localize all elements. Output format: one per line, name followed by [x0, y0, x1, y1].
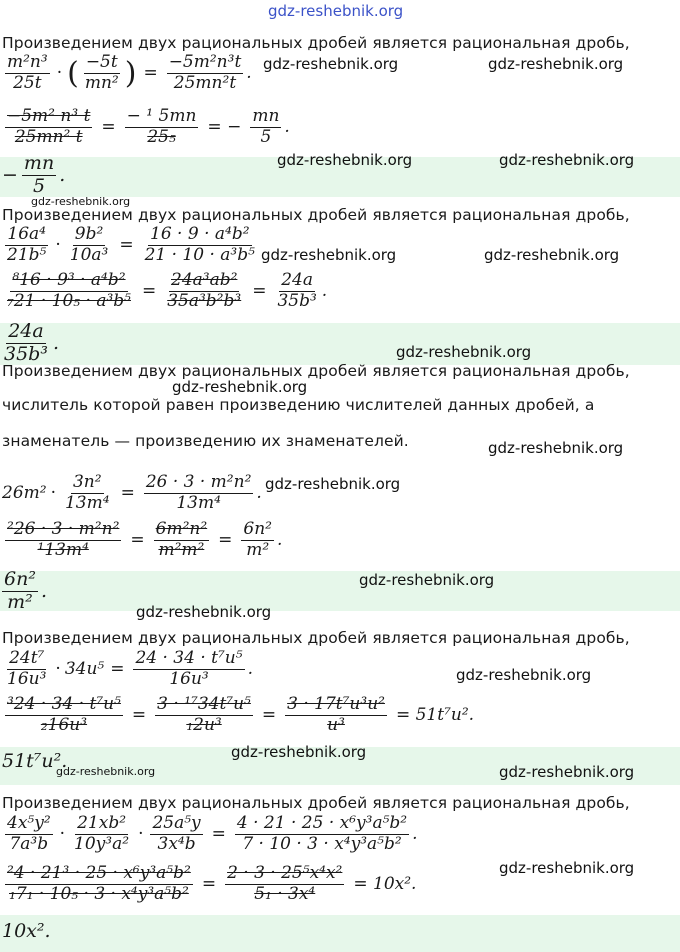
equation-line: $\frac{\text{−5m² n³ t}}{\text{25mn² t}}$ = $\frac{\text{− ¹ 5mn}}{\text{25₅}}$ = − $\frac{mn}{5}$ .: [7, 106, 290, 147]
site-watermark[interactable]: gdz-reshebnik.org: [488, 439, 624, 457]
rule-text: числитель которой равен произведению числителей данных дробей, а: [2, 396, 595, 414]
site-watermark[interactable]: gdz-reshebnik.org: [277, 151, 413, 169]
answer: − $\frac{mn}{5}$ .: [2, 152, 66, 197]
rule-text: Произведением двух рациональных дробей является рациональная дробь,: [2, 34, 630, 52]
rule-text: Произведением двух рациональных дробей является рациональная дробь,: [2, 794, 630, 812]
site-watermark[interactable]: gdz-reshebnik.org: [31, 195, 131, 208]
site-watermark[interactable]: gdz-reshebnik.org: [263, 55, 399, 73]
site-watermark[interactable]: gdz-reshebnik.org: [261, 246, 397, 264]
equation-line: $\frac{\text{²4 · 21³ · 25 · x⁶y³a⁵b²}}{\text{₁7₁ · 10₅ · 3 · x⁴y³a⁵b²}}$ = $\frac{\text{2 · 3 · 25⁵x⁴x²}}{\text{5₁ · 3x⁴}}$ = 10x².: [7, 863, 417, 904]
equation-line: $\frac{\text{24t⁷}}{\text{16u³}}$ · 34u⁵ = $\frac{\text{24 · 34 · t⁷u⁵}}{\text{16u³}}$ .: [7, 648, 253, 689]
site-watermark[interactable]: gdz-reshebnik.org: [359, 571, 495, 589]
site-watermark[interactable]: gdz-reshebnik.org: [172, 378, 308, 396]
equation-line: $\frac{\text{4x⁵y²}}{\text{7a³b}}$ · $\frac{\text{21xb²}}{\text{10y³a²}}$ · $\frac{\text{25a⁵y}}{\text{3x⁴b}}$ = $\frac{\text{4 · 21 · 25 · x⁶y³a⁵b²}}{\text{7 · 10 · 3 · x⁴y³a⁵b²}}$ .: [7, 813, 418, 854]
answer: $\frac{\text{6n²}}{\text{m²}}$ .: [4, 568, 47, 613]
answer: 51t⁷u².: [2, 750, 68, 772]
answer: 10x².: [2, 920, 51, 942]
equation-line: $\frac{\text{16a⁴}}{\text{21b⁵}}$ · $\frac{\text{9b²}}{\text{10a³}}$ = $\frac{\text{16 · 9 · a⁴b²}}{\text{21 · 10 · a³b⁵}}$: [7, 224, 255, 265]
site-watermark[interactable]: gdz-reshebnik.org: [456, 666, 592, 684]
site-watermark[interactable]: gdz-reshebnik.org: [488, 55, 624, 73]
site-watermark[interactable]: gdz-reshebnik.org: [136, 603, 272, 621]
site-watermark[interactable]: gdz-reshebnik.org: [499, 151, 635, 169]
equation-line: $\frac{\text{⁸16 · 9³ · a⁴b²}}{\text{₇21 · 10₅ · a³b⁵}}$ = $\frac{\text{24a³ab²}}{\text{35a³b²b³}}$ = $\frac{24a}{\text{35b³}}$ .: [7, 270, 328, 311]
equation-line: $\frac{\text{³24 · 34 · t⁷u⁵}}{\text{₂16u³}}$ = $\frac{\text{3 · ¹⁷34t⁷u⁵}}{\text{₁2u³}}$ = $\frac{\text{3 · 17t⁷u³u²}}{\text{u³}}$ = 51t⁷u².: [7, 694, 475, 735]
rule-text: Произведением двух рациональных дробей является рациональная дробь,: [2, 206, 630, 224]
site-watermark[interactable]: gdz-reshebnik.org: [265, 475, 401, 493]
site-watermark[interactable]: gdz-reshebnik.org: [56, 765, 156, 778]
answer: $\frac{24a}{\text{35b³}}$ .: [4, 320, 60, 365]
rule-text: знаменатель — произведению их знаменателей.: [2, 432, 409, 450]
site-watermark[interactable]: gdz-reshebnik.org: [484, 246, 620, 264]
equation-line: $\frac{\text{²26 · 3 · m²n²}}{\text{¹13m⁴}}$ = $\frac{\text{6m²n²}}{\text{m²m²}}$ = $\frac{\text{6n²}}{\text{m²}}$ .: [7, 519, 283, 560]
site-watermark-header[interactable]: gdz-reshebnik.org: [268, 2, 404, 20]
site-watermark[interactable]: gdz-reshebnik.org: [396, 343, 532, 361]
site-watermark[interactable]: gdz-reshebnik.org: [499, 859, 635, 877]
answer-band: [0, 320, 680, 365]
answer-band: [0, 915, 680, 952]
rule-text: Произведением двух рациональных дробей является рациональная дробь,: [2, 629, 630, 647]
site-watermark[interactable]: gdz-reshebnik.org: [231, 743, 367, 761]
rule-text: Произведением двух рациональных дробей является рациональная дробь,: [2, 362, 630, 380]
equation-line: 26m² · $\frac{\text{3n²}}{\text{13m⁴}}$ = $\frac{\text{26 · 3 · m²n²}}{\text{13m⁴}}$ .: [2, 472, 262, 513]
site-watermark[interactable]: gdz-reshebnik.org: [499, 763, 635, 781]
equation-line: $\frac{\text{m²n³}}{25t}$ · ( $\frac{-5t}{\text{mn²}}$ ) = $\frac{\text{−5m²n³t}}{\text{25mn²t}}$ .: [7, 52, 252, 93]
